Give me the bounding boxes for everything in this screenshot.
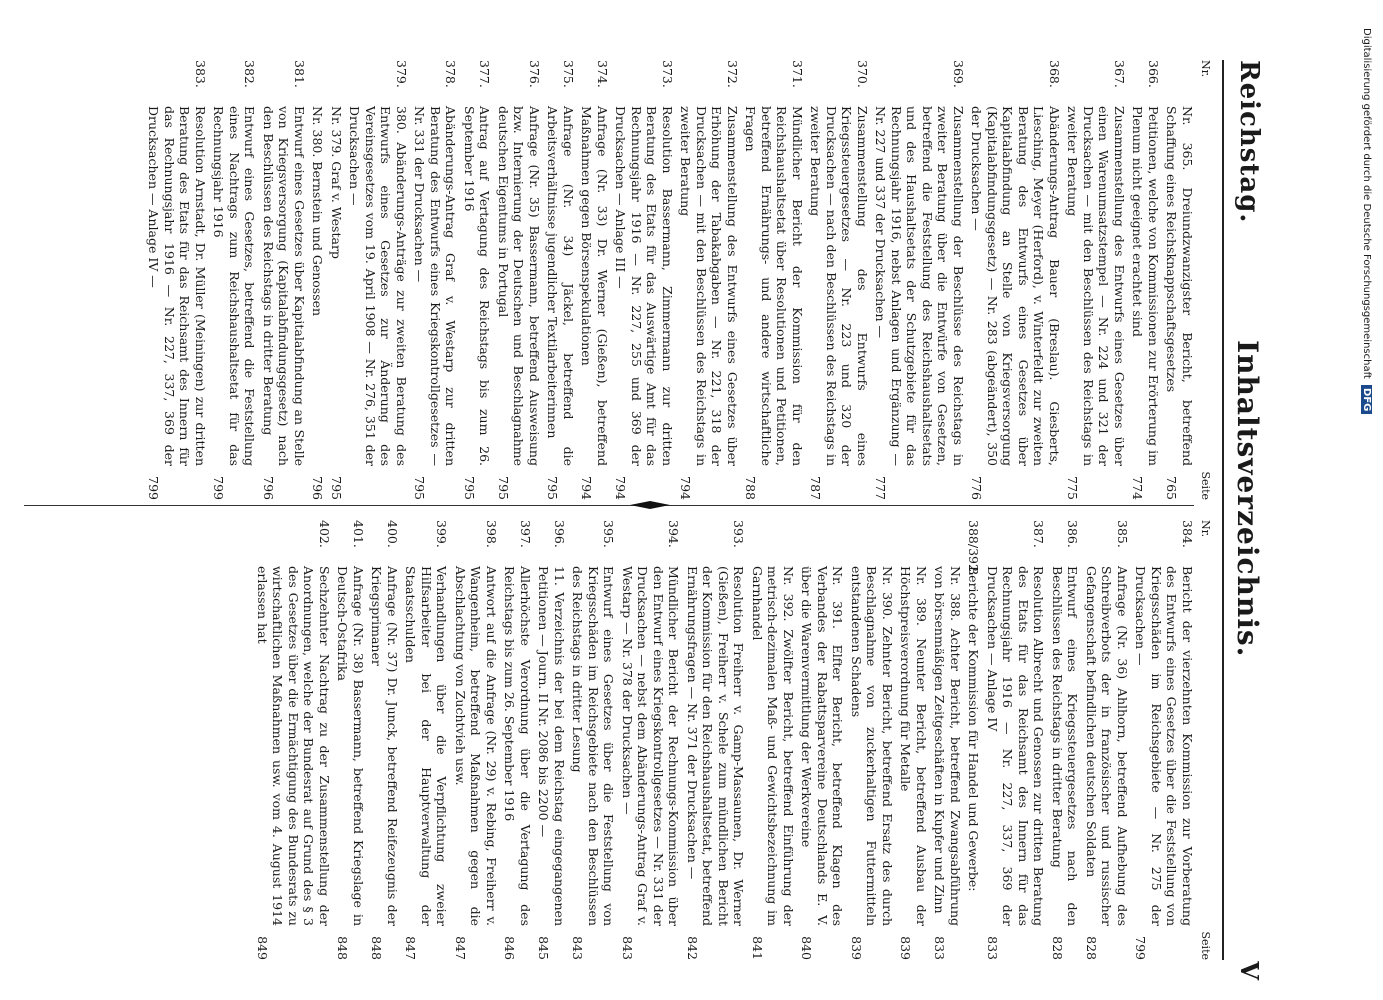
entry-number: 374. [595,60,610,88]
entry-text: Nr. 379. Graf v. Westarp [329,106,344,259]
index-entry [898,520,929,960]
left-column [143,60,1212,500]
index-entry [146,60,208,500]
entry-number: 388/392. [966,520,982,576]
entry-number [932,520,963,566]
entry-page: 777 [873,476,889,500]
entry-number [849,520,896,566]
entry-number: 370. [855,60,870,88]
entry-number: 402. [317,520,332,548]
entry-text: Mündlicher Bericht der Rechnungs-Kommission über den Entwurf eines Kriegskontrollgesetzes — Nr. 331 der Drucksachen — nebst dem Abänderungs-Antrag Graf v. Westarp — Nr. 378 der Drucksachen — [620,566,682,926]
entry-text: Entwurf eines Kriegssteuergesetzes nach den Beschlüssen des Reichstags in dritter Beratung [1050,566,1081,926]
entry-text: Zusammenstellung des Entwurfs eines Kriegssteuergesetzes — Nr. 223 und 320 der Drucksachen — nach den Beschlüssen des Reichstags in zweiter Beratung [808,106,870,466]
entry-number: 397. [518,520,533,548]
entry-number [329,60,345,106]
entry-page: 794 [613,476,629,500]
entry-text: Abänderungs-Antrag Graf v. Westarp zur dritten Beratung des Entwurfs eines Kriegskontrollgesetzes — Nr. 331 der Drucksachen — [412,106,459,466]
entry-number: 394. [666,520,682,548]
entry-text: Zusammenstellung der Beschlüsse des Reichstags in zweiter Beratung über die Entwürfe von Gesetzen, betreffend die Feststellung des Reichshaushaltsetats und des Haushaltsetats der Schutzgebiete für das Rechnungsjahr 1916, nebst Anlagen und Ergänzung — Nr. 227 und 337 der Drucksachen — [873,106,966,466]
index-entry [1084,520,1131,960]
entry-number: 367. [1112,60,1127,88]
right-column [252,520,1213,960]
entry-text: Resolution Arnstadt, Dr. Müller (Meiningen) zur dritten Beratung des Etats für das Reichsamt des Innern für das Rechnungsjahr 1916 — Nr. 227, 337, 369 der Drucksachen — Anlage IV — [146,106,208,466]
index-entry [453,520,500,960]
entry-text: Verhandlungen über die Verpflichtung zweier Hilfsarbeiter bei der Hauptverwaltung der Staatsschulden [403,566,450,926]
entry-text: Anfrage (Nr. 33) Dr. Werner (Gießen), betreffend Maßnahmen gegen Börsenspekulationen [579,106,610,466]
page-head: Seite [1199,471,1212,500]
header-rule [1222,60,1224,960]
entry-number: 395. [601,520,617,548]
entry-number: 379. [394,60,409,88]
entry-number [1164,60,1195,106]
entry-text: Nr. 388. Achter Bericht, betreffend Zwangsabführung von börsenmäßigen Zeitgeschäften in Kupfer und Zinn [932,566,963,926]
index-entry [873,60,966,500]
entry-number: 387. [1031,520,1047,548]
entry-number: 369. [951,60,966,88]
entry-text: Anfrage (Nr. 37) Dr. Junck, betreffend Reifezeugnis der Kriegsprimaner [369,566,400,926]
entry-text: Abänderungs-Antrag Bauer (Breslau). Giesberts, Liesching, Meyer (Herford), v. Winterfeldt zur zweiten Beratung des Entwurfs eines Gesetzes über Kapitalabfindung an Stelle von Kriegsversorgung (Kapitalabfindungsgesetz) — Nr. 283 (abgeändert), 350 der Drucksachen — [969,106,1062,466]
index-entry [579,60,610,500]
entry-text: Antwort auf die Anfrage (Nr. 29) v. Rebing, Freiherr v. Wangenheim, betreffend Maßnahmen gegen die Abschlachtung von Zuchtvieh usw. [453,566,499,926]
entry-number: 401. [351,520,366,548]
dfg-logo: DFG [1361,385,1372,414]
entry-text: Nr. 392. Zwölfter Bericht, betreffend Einführung der metrisch-dezimalen Maß- und Gewichtsbezeichnung im Garnhandel [750,566,796,926]
index-entry [347,60,409,500]
funding-credit [1361,28,1372,414]
entry-number: 398. [484,520,499,548]
entry-page: 799 [211,476,227,500]
index-entry [462,60,493,500]
entry-number: 377. [477,60,493,88]
entry-text: Zusammenstellung des Entwurfs eines Gesetzes über Erhöhung der Tabakabgaben — Nr. 221, 318 der Drucksachen — mit den Beschlüssen des Reichstags in zweiter Beratung [678,106,740,466]
entry-text: Resolution Freiherr v. Gamp-Massaunen, Dr. Werner (Gießen), Freiherr v. Schele zum mündlichen Bericht der Kommission für den Reichshaushaltsetat, betreffend Ernährungsfragen — Nr. 371 der Drucksachen — [685,566,747,926]
entry-page: 795 [496,476,511,500]
index-entry [502,520,533,960]
entry-page: 828 [1084,936,1099,960]
entry-page: 794 [579,476,595,500]
entry-text: Anfrage (Nr. 36) Ahlhorn, betreffend Aufhebung des Schreibverbots der in französischer und russischer Gefangenschaft befindlichen deutschen Soldaten [1084,566,1130,926]
entry-page: 841 [750,936,765,960]
entry-page: 845 [536,936,552,960]
credit-text: Digitalisierung gefördert durch die Deutsche Forschungsgemeinschaft [1361,28,1372,379]
entry-page: 765 [1164,476,1180,500]
index-entry [261,60,308,500]
entry-page: 848 [369,936,385,960]
entry-text: Anfrage (Nr. 35) Bassermann, betreffend Ausweisung bzw. Internierung der Deutschen und Beschlagnahme deutschen Eigentums in Portugal [496,106,542,466]
entry-page: 787 [808,476,824,500]
index-entry [310,60,326,500]
entry-page: 795 [462,476,477,500]
entry-page: 839 [849,936,864,960]
entry-page: 774 [1130,476,1146,500]
entry-page: 840 [799,936,815,960]
entry-number: 378. [443,60,459,88]
entry-number [750,520,797,566]
index-entry [613,60,675,500]
index-entry [685,520,747,960]
entry-text: Resolution Albrecht und Genossen zur dritten Beratung des Etats für das Reichsamt des Innern für das Rechnungsjahr 1916 — Nr. 227, 337, 369 der Drucksachen — Anlage IV [985,566,1047,926]
index-entry [849,520,896,960]
index-entry [678,60,740,500]
right-entry-list [255,520,1196,960]
entry-page: 842 [685,936,700,960]
entry-page: 799 [1133,936,1149,960]
index-entry [1164,60,1195,500]
number-head: Nr. [1199,60,1212,78]
index-entry [403,520,450,960]
header-left: Reichstag. [1234,60,1264,224]
entry-number: 373. [660,60,675,88]
entry-text: Nr. 389. Neunter Bericht, betreffend Ausbau der Höchstpreisverordnung für Metalle [898,566,929,926]
entry-number: 384. [1180,520,1195,548]
index-entry [412,60,459,500]
entry-page: 788 [743,476,759,500]
entry-text: Nr. 390. Zehnter Bericht, betreffend Ersatz des durch Beschlagnahme von zuckerhaltigen Futtermitteln entstandenen Schadens [849,566,895,926]
index-entry [966,520,982,960]
entry-text: Entwurf eines Gesetzes, betreffend die Feststellung eines Nachtrags zum Reichshaushaltsetat für das Rechnungsjahr 1916 [211,106,258,466]
entry-text: Antrag auf Vertagung des Reichstags bis zum 26. September 1916 [462,106,493,466]
entry-page: 843 [620,936,635,960]
entry-number: 376. [527,60,542,88]
left-entry-list [146,60,1195,500]
index-entry [329,60,345,500]
entry-text: Berichte der Kommission für Handel und Gewerbe: [966,566,982,892]
index-entry [969,60,1062,500]
entry-text: Nr. 365. Dreiundzwanzigster Bericht, betreffend Schaffung eines Reichsknappschaftsgesetzes [1164,106,1195,466]
index-entry [1133,520,1195,960]
entry-page: 794 [678,476,694,500]
entry-text: Mündlicher Bericht der Kommission für den Reichshaushaltsetat über Resolutionen und Petitionen, betreffend Ernährungs- und andere wirtschaftliche Fragen [743,106,805,466]
entry-number: 399. [434,520,450,548]
page-head: Seite [1199,931,1212,960]
index-entry [1130,60,1161,500]
entry-number: 366. [1146,60,1161,88]
page-header [1226,0,1270,1000]
index-entry [545,60,576,500]
index-entry [496,60,543,500]
entry-page: 795 [412,476,428,500]
entry-page: 833 [932,936,948,960]
index-entry [335,520,366,960]
entry-text: Bericht der vierzehnten Kommission zur Vorberatung des Entwurfs eines Gesetzes über die Feststellung von Kriegsschäden im Reichsgebiete — Nr. 275 der Drucksachen — [1133,566,1195,926]
index-entry [369,520,400,960]
entry-number: 386. [1065,520,1081,548]
index-entry [1050,520,1081,960]
right-column-head [1199,520,1212,960]
entry-page: 775 [1065,476,1081,500]
entry-page: 795 [329,476,344,500]
entry-text: Nr. 391. Elfter Bericht, betreffend Klagen des Verbandes der Rabattsparvereine Deutschlands E. V. über die Warenvermittlung der Werkvereine [799,566,846,926]
entry-number: 400. [385,520,400,548]
entry-text: Entwurf eines Gesetzes über die Feststellung von Kriegsschäden im Reichsgebiete nach den Beschlüssen des Reichstags in dritter Lesung [570,566,617,926]
entry-page: 795 [545,476,561,500]
entry-text: Anfrage (Nr. 38) Bassermann, betreffend Kriegslage in Deutsch-Ostafrika [335,566,366,926]
header-title: Inhaltsverzeichnis. [1231,340,1264,658]
entry-page: 833 [985,936,1000,960]
index-entry [743,60,805,500]
number-head: Nr. [1199,520,1212,538]
divider-ornament [630,485,670,525]
index-entry [620,520,682,960]
entry-text: 11. Verzeichnis der bei dem Reichstag eingegangenen Petitionen — Journ. II Nr. 2086 bis 2200 — [536,566,567,926]
entry-text: Petitionen, welche von Kommissionen zur Erörterung im Plenum nicht geeignet erachtet sind [1130,106,1161,466]
entry-page: 839 [898,936,914,960]
entry-number: 383. [193,60,208,88]
entry-text: 380. Abänderungs-Anträge zur zweiten Beratung des Entwurfs eines Gesetzes zur Änderung des Vereinsgesetzes vom 19. April 1908 — Nr. 276, 351 der Drucksachen — [347,106,409,466]
entry-number: 368. [1047,60,1062,88]
entry-page: 846 [502,936,518,960]
index-entry [570,520,617,960]
entry-page: 843 [570,936,586,960]
entry-page: 847 [453,936,468,960]
index-entry [255,520,333,960]
index-entry [536,520,567,960]
entry-text: Allerhöchste Verordnung über die Vertagung des Reichstags bis zum 26. September 1916 [502,566,533,926]
entry-text: Nr. 380. Bernstein und Genossen [310,106,326,317]
entry-page: 847 [403,936,419,960]
entry-number [799,520,846,566]
index-entry [932,520,963,960]
entry-number: 396. [552,520,567,548]
entry-number: 372. [725,60,740,88]
entry-page: 848 [335,936,351,960]
entry-page: 796 [310,476,326,500]
entry-number: 381. [292,60,307,88]
entry-number: 393. [731,520,747,548]
entry-text: Anfrage (Nr. 34) Jäckel, betreffend die Arbeitsverhältnisse jugendlicher Textilarbeiterinnen [545,106,576,466]
index-entry [985,520,1047,960]
index-entry [808,60,870,500]
entry-number [898,520,929,566]
entry-number: 382. [242,60,258,88]
entry-page: 828 [1050,936,1065,960]
entry-text: Sechzehnter Nachtrag zu der Zusammenstellung der Anordnungen, welche der Bundesrat auf Grund des § 3 des Gesetzes über die Ermächtigung des Bundesrats zu wirtschaftlichen Maßnahmen usw. vom 4. August 1914 erlassen hat [255,566,332,926]
header-page-number: V [1235,961,1264,980]
entry-number: 385. [1115,520,1130,548]
index-entry [750,520,797,960]
index-entry [1065,60,1127,500]
index-entry [211,60,258,500]
left-column-head [1199,60,1212,500]
index-entry [799,520,846,960]
entry-text: Resolution Bassermann, Zimmermann zur dritten Beratung des Etats für das Auswärtige Amt für das Rechnungsjahr 1916 — Nr. 227, 255 und 369 der Drucksachen — Anlage III — [613,106,675,466]
entry-page: 799 [146,476,162,500]
entry-page: 796 [261,476,276,500]
entry-text: Zusammenstellung des Entwurfs eines Gesetzes über einen Warenumsatzstempel — Nr. 224 und 321 der Drucksachen — mit den Beschlüssen des Reichstags in zweiter Beratung [1065,106,1127,466]
entry-page: 776 [969,476,985,500]
entry-number: 375. [561,60,576,88]
column-divider [24,505,1194,506]
entry-number [310,60,326,106]
entry-text: Entwurf eines Gesetzes über Kapitalabfindung an Stelle von Kriegsversorgung (Kapitalabfindungsgesetz) nach den Beschlüssen des Reichstags in dritter Beratung [261,106,307,466]
entry-page: 849 [255,936,270,960]
entry-number: 371. [790,60,805,88]
